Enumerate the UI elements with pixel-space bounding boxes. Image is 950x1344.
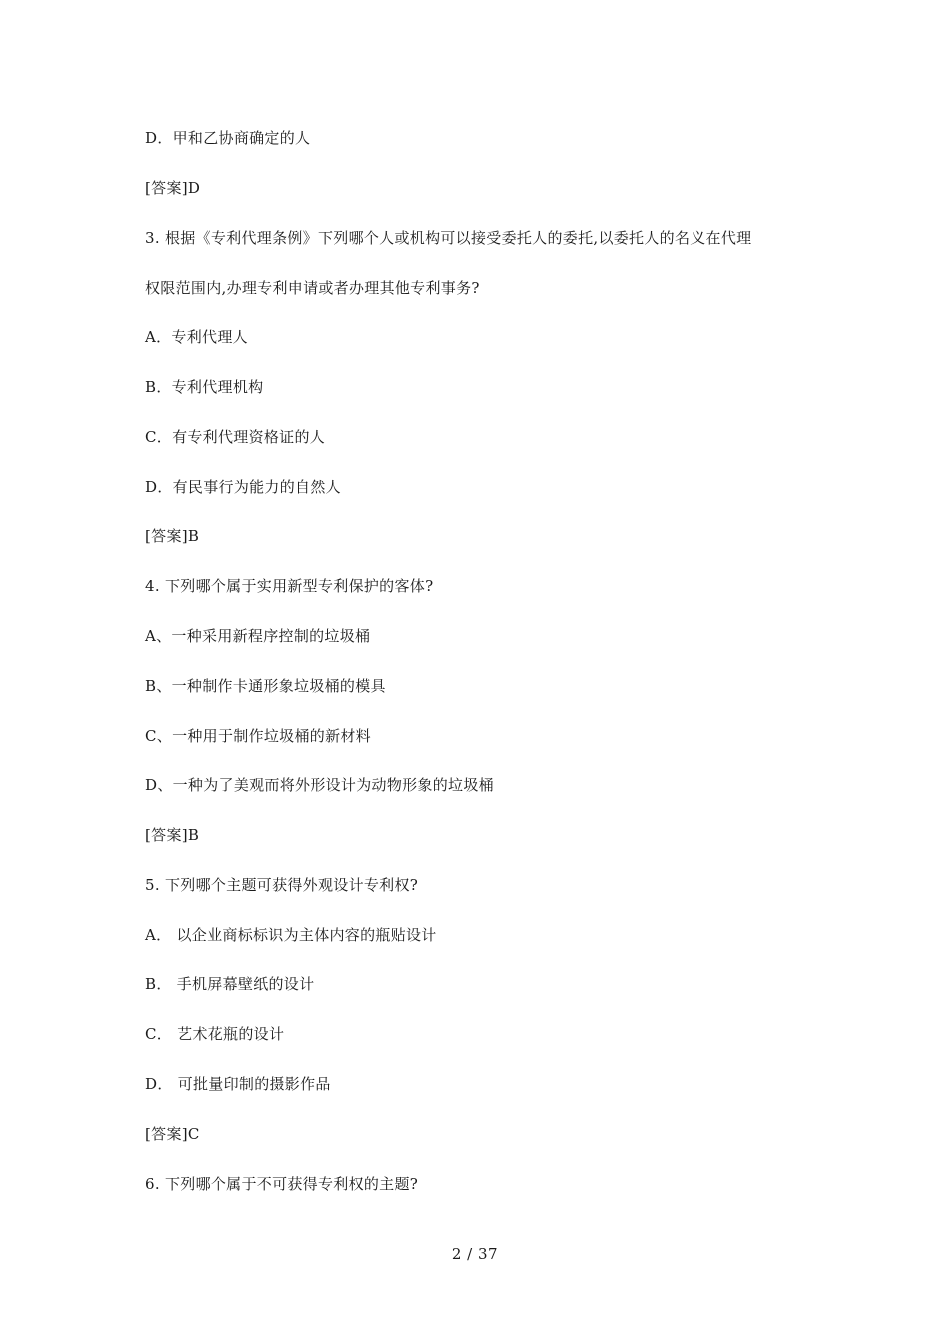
question-5: 5. 下列哪个主题可获得外观设计专利权? <box>145 876 419 894</box>
option-a-q4: A、一种采用新程序控制的垃圾桶 <box>145 627 371 645</box>
answer-q5: [答案]C <box>145 1125 200 1143</box>
answer-q3: [答案]B <box>145 527 200 545</box>
answer-q2: [答案]D <box>145 179 201 197</box>
question-3-line-2: 权限范围内,办理专利申请或者办理其他专利事务? <box>145 279 480 297</box>
option-b-q5: B． 手机屏幕壁纸的设计 <box>145 975 315 993</box>
option-c-q3: C．有专利代理资格证的人 <box>145 428 326 446</box>
option-d-q2: D．甲和乙协商确定的人 <box>145 129 311 147</box>
option-d-q5: D． 可批量印制的摄影作品 <box>145 1075 331 1093</box>
option-a-q5: A． 以企业商标标识为主体内容的瓶贴设计 <box>145 926 437 944</box>
option-d-q3: D．有民事行为能力的自然人 <box>145 478 341 496</box>
option-b-q3: B．专利代理机构 <box>145 378 264 396</box>
answer-q4: [答案]B <box>145 826 200 844</box>
option-c-q5: C． 艺术花瓶的设计 <box>145 1025 285 1043</box>
question-6: 6. 下列哪个属于不可获得专利权的主题? <box>145 1175 419 1193</box>
option-d-q4: D、一种为了美观而将外形设计为动物形象的垃圾桶 <box>145 776 494 794</box>
question-4: 4. 下列哪个属于实用新型专利保护的客体? <box>145 577 434 595</box>
option-b-q4: B、一种制作卡通形象垃圾桶的模具 <box>145 677 386 695</box>
option-c-q4: C、一种用于制作垃圾桶的新材料 <box>145 727 371 745</box>
option-a-q3: A．专利代理人 <box>145 328 248 346</box>
question-3-line-1: 3. 根据《专利代理条例》下列哪个人或机构可以接受委托人的委托,以委托人的名义在代理 <box>145 229 752 247</box>
page-number: 2 / 37 <box>451 1245 499 1263</box>
